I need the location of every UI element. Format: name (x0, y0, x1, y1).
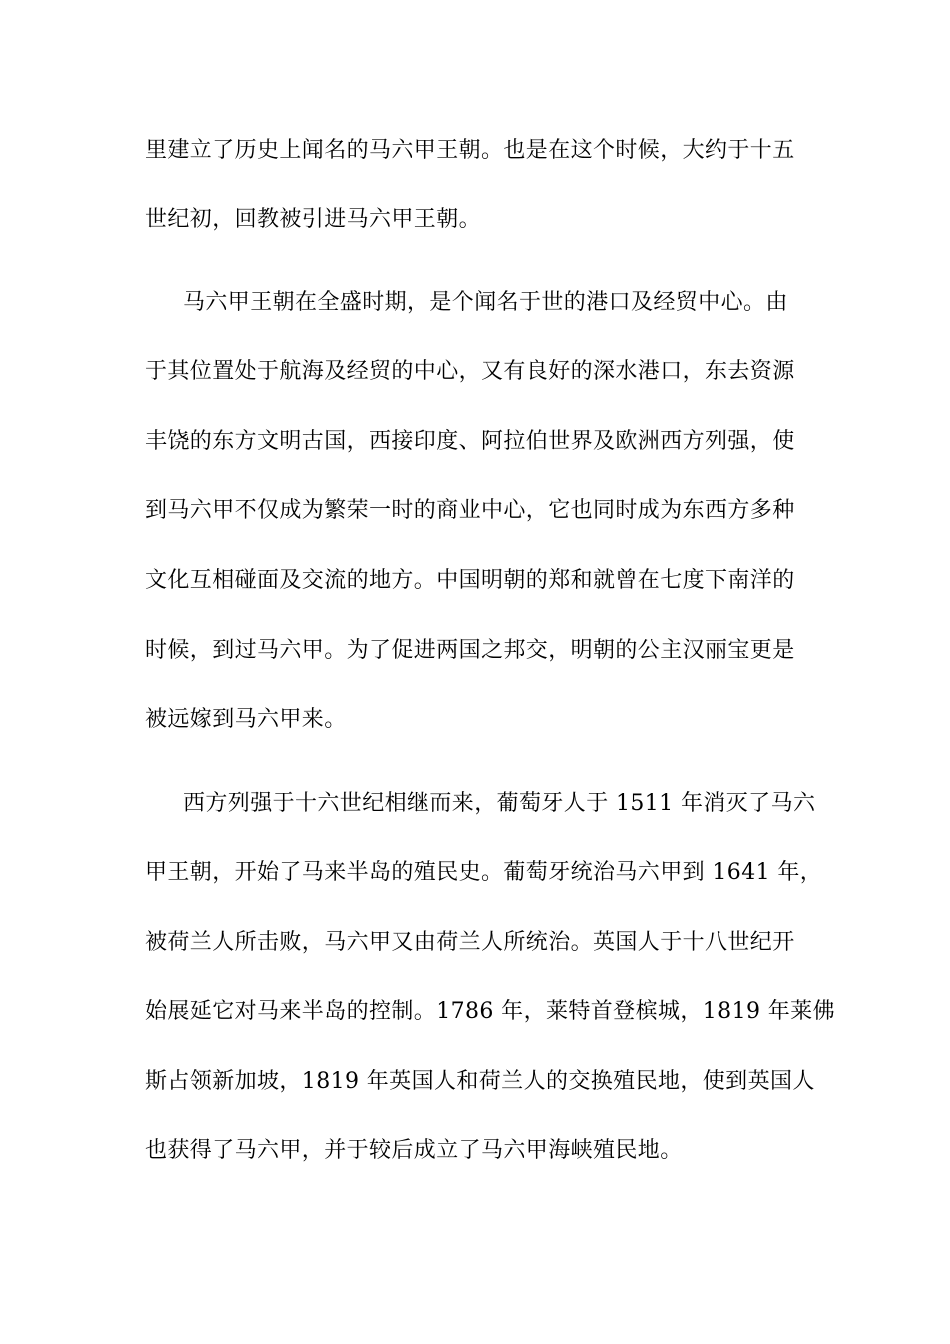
paragraph-2-line-1: 马六甲王朝在全盛时期，是个闻名于世的港口及经贸中心。由 (183, 290, 788, 315)
paragraph-2-line-5: 文化互相碰面及交流的地方。中国明朝的郑和就曾在七度下南洋的 (145, 568, 795, 593)
paragraph-3-line-6: 也获得了马六甲，并于较后成立了马六甲海峡殖民地。 (145, 1138, 683, 1163)
paragraph-1-line-1: 里建立了历史上闻名的马六甲王朝。也是在这个时候，大约于十五 (145, 138, 795, 163)
paragraph-3-line-4: 始展延它对马来半岛的控制。1786 年，莱特首登槟城，1819 年莱佛 (145, 999, 835, 1024)
paragraph-2-line-2: 于其位置处于航海及经贸的中心，又有良好的深水港口，东去资源 (145, 359, 795, 384)
paragraph-2-line-6: 时候，到过马六甲。为了促进两国之邦交，明朝的公主汉丽宝更是 (145, 638, 795, 663)
paragraph-2-line-3: 丰饶的东方文明古国，西接印度、阿拉伯世界及欧洲西方列强，使 (145, 429, 795, 454)
paragraph-2-line-4: 到马六甲不仅成为繁荣一时的商业中心，它也同时成为东西方多种 (145, 498, 795, 523)
paragraph-3-line-5: 斯占领新加坡，1819 年英国人和荷兰人的交换殖民地，使到英国人 (145, 1069, 815, 1094)
paragraph-1-line-2: 世纪初，回教被引进马六甲王朝。 (145, 207, 482, 232)
paragraph-3-line-3: 被荷兰人所击败，马六甲又由荷兰人所统治。英国人于十八世纪开 (145, 930, 795, 955)
paragraph-3-line-2: 甲王朝，开始了马来半岛的殖民史。葡萄牙统治马六甲到 1641 年， (145, 860, 823, 885)
paragraph-3-line-1: 西方列强于十六世纪相继而来，葡萄牙人于 1511 年消灭了马六 (183, 791, 816, 816)
paragraph-2-line-7: 被远嫁到马六甲来。 (145, 707, 347, 732)
